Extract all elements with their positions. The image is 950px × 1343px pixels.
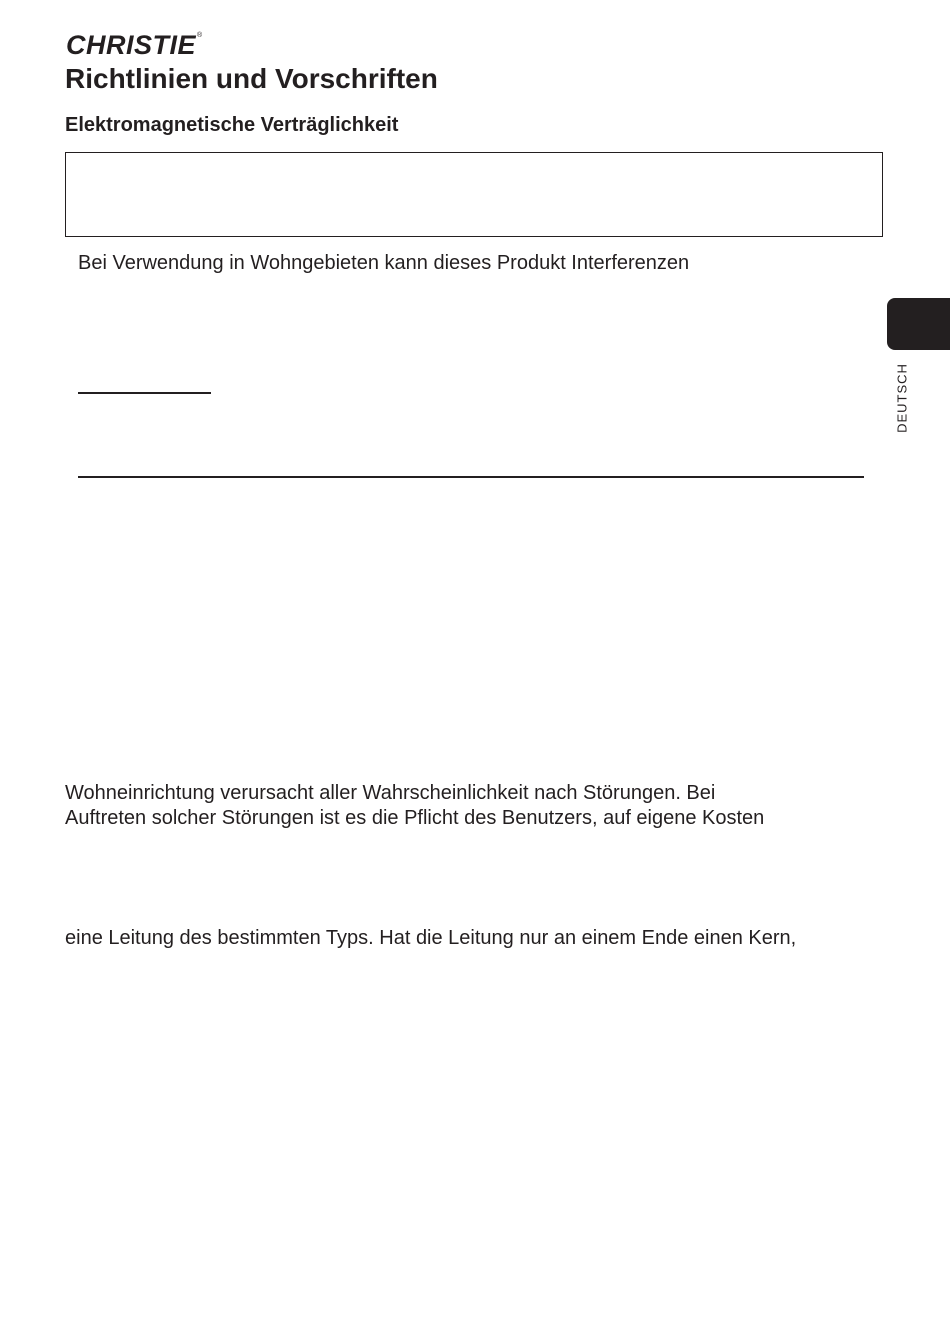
paragraph-line: Bei Verwendung in Wohngebieten kann dieses Produkt Interferenzen [78, 252, 690, 274]
short-rule [78, 392, 211, 394]
paragraph-line: eine Leitung des bestimmten Typs. Hat die Leitung nur an einem Ende einen Kern, [65, 927, 797, 949]
language-tab [887, 298, 950, 350]
long-rule [78, 476, 864, 478]
brand-name: CHRISTIE [66, 30, 197, 60]
christie-logo [66, 30, 203, 61]
page-title: Richtlinien und Vorschriften [65, 63, 438, 94]
paragraph-line: Auftreten solcher Störungen ist es die Pflicht des Benutzers, auf eigene Kosten [65, 807, 765, 829]
section-heading: Elektromagnetische Verträglichkeit [65, 114, 399, 136]
notice-box [65, 152, 883, 237]
paragraph-line: Wohneinrichtung verursacht aller Wahrscheinlichkeit nach Störungen. Bei [65, 782, 716, 804]
registered-mark: ® [197, 32, 203, 39]
language-label: DEUTSCH [894, 363, 910, 433]
